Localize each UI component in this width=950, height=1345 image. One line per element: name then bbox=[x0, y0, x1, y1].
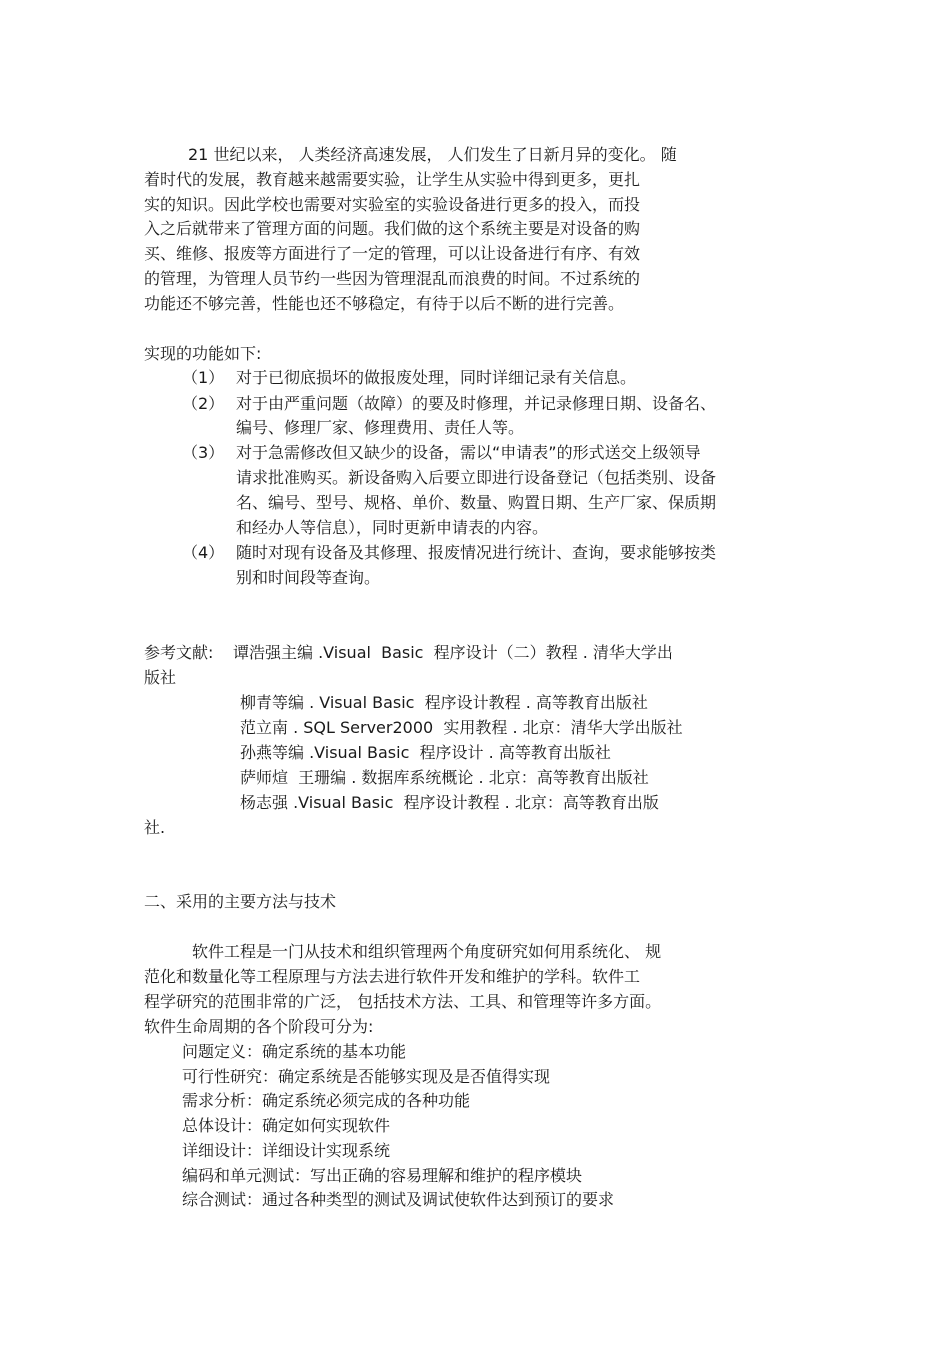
reference-entry: 柳青等编 . Visual Basic 程序设计教程 . 高等教育出版社 bbox=[240, 693, 648, 712]
intro-line: 实的知识。因此学校也需要对实验室的实验设备进行更多的投入，而投 bbox=[144, 195, 641, 214]
intro-line: 功能还不够完善，性能也还不够稳定，有待于以后不断的进行完善。 bbox=[144, 294, 625, 313]
feature-number: （3） bbox=[182, 443, 225, 462]
feature-text: 随时对现有设备及其修理、报废情况进行统计、查询，要求能够按类 bbox=[236, 543, 717, 562]
phase-item: 总体设计：确定如何实现软件 bbox=[182, 1116, 391, 1135]
section-paragraph-line: 软件生命周期的各个阶段可分为: bbox=[144, 1017, 374, 1036]
feature-text: 和经办人等信息），同时更新申请表的内容。 bbox=[236, 518, 549, 537]
section-paragraph-line: 程学研究的范围非常的广泛， 包括技术方法、工具、和管理等许多方面。 bbox=[144, 992, 662, 1011]
phase-item: 详细设计：详细设计实现系统 bbox=[182, 1141, 391, 1160]
intro-line: 21 世纪以来， 人类经济高速发展， 人们发生了日新月异的变化。 随 bbox=[188, 145, 677, 164]
reference-entry: 范立南 . SQL Server2000 实用教程 . 北京：清华大学出版社 bbox=[240, 718, 683, 737]
phase-item: 综合测试：通过各种类型的测试及调试使软件达到预订的要求 bbox=[182, 1190, 615, 1209]
section-heading: 二、采用的主要方法与技术 bbox=[144, 892, 337, 911]
feature-text: 编号、修理厂家、修理费用、责任人等。 bbox=[236, 418, 525, 437]
feature-text: 别和时间段等查询。 bbox=[236, 568, 381, 587]
reference-entry: 孙燕等编 .Visual Basic 程序设计 . 高等教育出版社 bbox=[240, 743, 611, 762]
intro-line: 买、维修、报废等方面进行了一定的管理，可以让设备进行有序、有效 bbox=[144, 244, 641, 263]
intro-line: 的管理，为管理人员节约一些因为管理混乱而浪费的时间。不过系统的 bbox=[144, 269, 641, 288]
reference-wrap: 版社 bbox=[144, 668, 177, 687]
feature-number: （4） bbox=[182, 543, 225, 562]
feature-text: 请求批准购买。新设备购入后要立即进行设备登记（包括类别、设备 bbox=[236, 468, 717, 487]
feature-text: 名、编号、型号、规格、单价、数量、购置日期、生产厂家、保质期 bbox=[236, 493, 717, 512]
phase-item: 编码和单元测试：写出正确的容易理解和维护的程序模块 bbox=[182, 1166, 583, 1185]
feature-number: （1） bbox=[182, 368, 225, 387]
section-paragraph-line: 软件工程是一门从技术和组织管理两个角度研究如何用系统化、 规 bbox=[192, 942, 662, 961]
intro-line: 入之后就带来了管理方面的问题。我们做的这个系统主要是对设备的购 bbox=[144, 219, 641, 238]
features-heading: 实现的功能如下: bbox=[144, 344, 262, 363]
references-label: 参考文献: bbox=[144, 643, 214, 662]
phase-item: 可行性研究：确定系统是否能够实现及是否值得实现 bbox=[182, 1067, 551, 1086]
feature-text: 对于由严重问题（故障）的要及时修理，并记录修理日期、设备名、 bbox=[236, 394, 717, 413]
feature-text: 对于急需修改但又缺少的设备，需以“申请表”的形式送交上级领导 bbox=[236, 443, 701, 462]
feature-text: 对于已彻底损坏的做报废处理，同时详细记录有关信息。 bbox=[236, 368, 637, 387]
intro-line: 着时代的发展，教育越来越需要实验，让学生从实验中得到更多，更扎 bbox=[144, 170, 641, 189]
feature-number: （2） bbox=[182, 394, 225, 413]
reference-entry: 杨志强 .Visual Basic 程序设计教程 . 北京：高等教育出版 bbox=[240, 793, 659, 812]
reference-wrap: 社. bbox=[144, 818, 166, 837]
reference-entry: 萨师煊 王珊编 . 数据库系统概论 . 北京：高等教育出版社 bbox=[240, 768, 649, 787]
reference-entry: 谭浩强主编 .Visual Basic 程序设计（二）教程 . 清华大学出 bbox=[233, 643, 673, 662]
section-paragraph-line: 范化和数量化等工程原理与方法去进行软件开发和维护的学科。软件工 bbox=[144, 967, 641, 986]
phase-item: 需求分析：确定系统必须完成的各种功能 bbox=[182, 1091, 471, 1110]
phase-item: 问题定义：确定系统的基本功能 bbox=[182, 1042, 407, 1061]
